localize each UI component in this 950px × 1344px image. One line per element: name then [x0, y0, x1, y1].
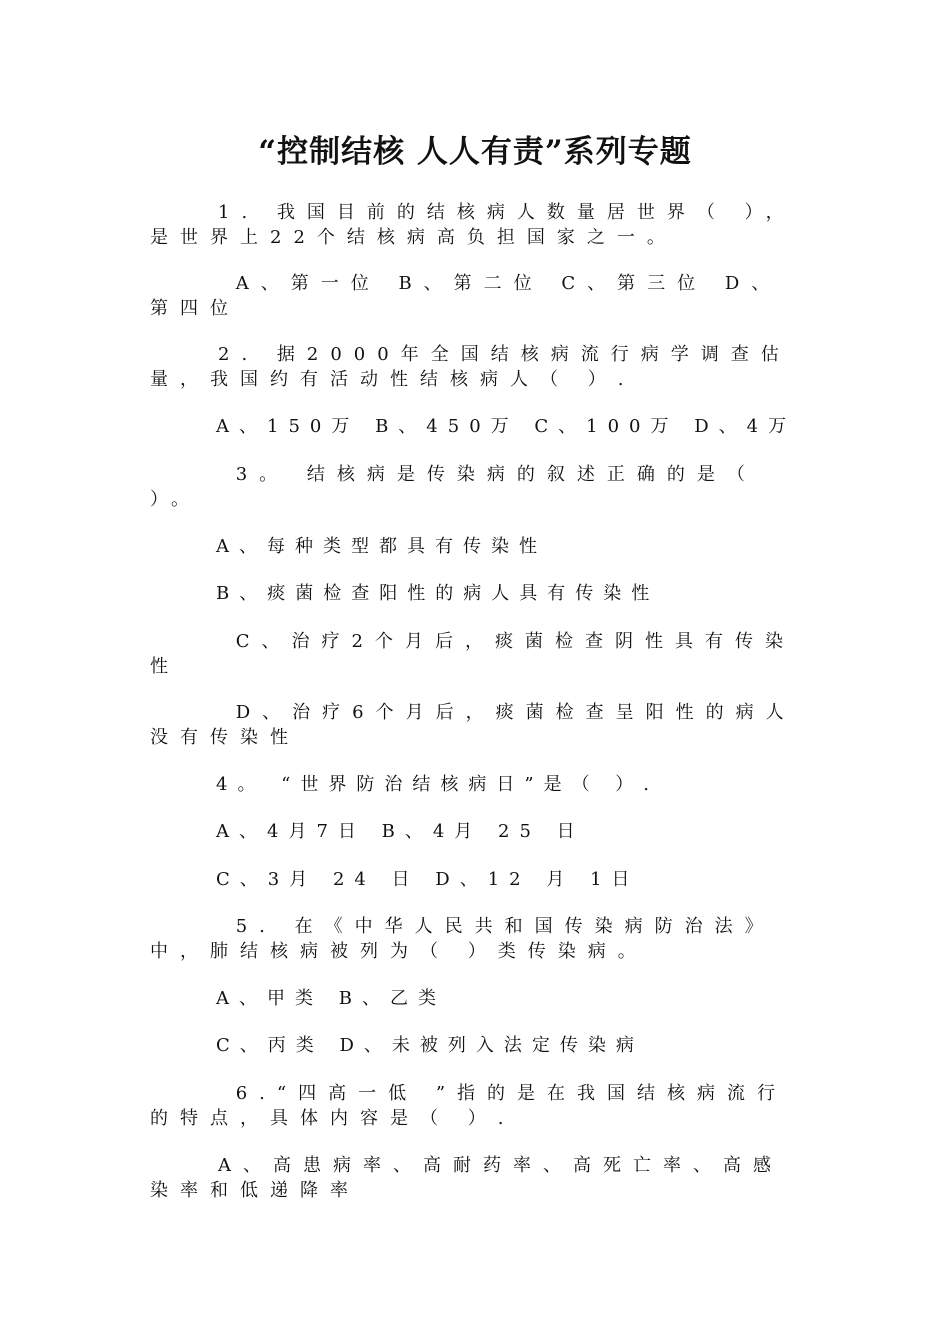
question-4: 4。 “世界防治结核病日”是（ ）. — [216, 774, 660, 795]
question-2-options: A、150万 B、450万 C、100万 D、4万 — [216, 416, 797, 437]
question-1: 1. 我国目前的结核病人数量居世界（ ），是世界上22个结核病高负担国家之一。 — [150, 202, 796, 248]
question-4-options-cd: C、3月 24 日 D、12 月 1日 — [216, 869, 640, 890]
question-3-option-a: A、每种类型都具有传染性 — [216, 536, 547, 557]
question-3-option-c: C、治疗2个月后，痰菌检查阴性具有传染性 — [150, 631, 795, 677]
question-2: 2. 据2000年全国结核病流行病学调查估量，我国约有活动性结核病人（ ）. — [150, 344, 791, 390]
question-3-option-d: D、治疗6个月后，痰菌检查呈阳性的病人没有传染性 — [150, 702, 796, 748]
question-6: 6.“四高一低 ”指的是在我国结核病流行的特点，具体内容是（ ）. — [150, 1083, 788, 1129]
question-5: 5. 在《中华人民共和国传染病防治法》中，肺结核病被列为（ ）类传染病。 — [150, 916, 775, 962]
question-6-option-a: A、高患病率、高耐药率、高死亡率、高感染率和低递降率 — [150, 1155, 783, 1201]
question-1-options: A、第一位 B、第二位 C、第三位 D、第四位 — [150, 273, 782, 319]
question-5-options-cd: C、丙类 D、未被列入法定传染病 — [216, 1035, 644, 1056]
document-title: “控制结核 人人有责”系列专题 — [258, 134, 692, 170]
question-3-option-b: B、痰菌检查阳性的病人具有传染性 — [216, 583, 660, 604]
question-3: 3。 结核病是传染病的叙述正确的是（ ）。 — [150, 464, 775, 510]
question-4-options-ab: A、4月7日 B、4月 25 日 — [216, 821, 585, 842]
question-5-options-ab: A、甲类 B、乙类 — [216, 988, 446, 1009]
